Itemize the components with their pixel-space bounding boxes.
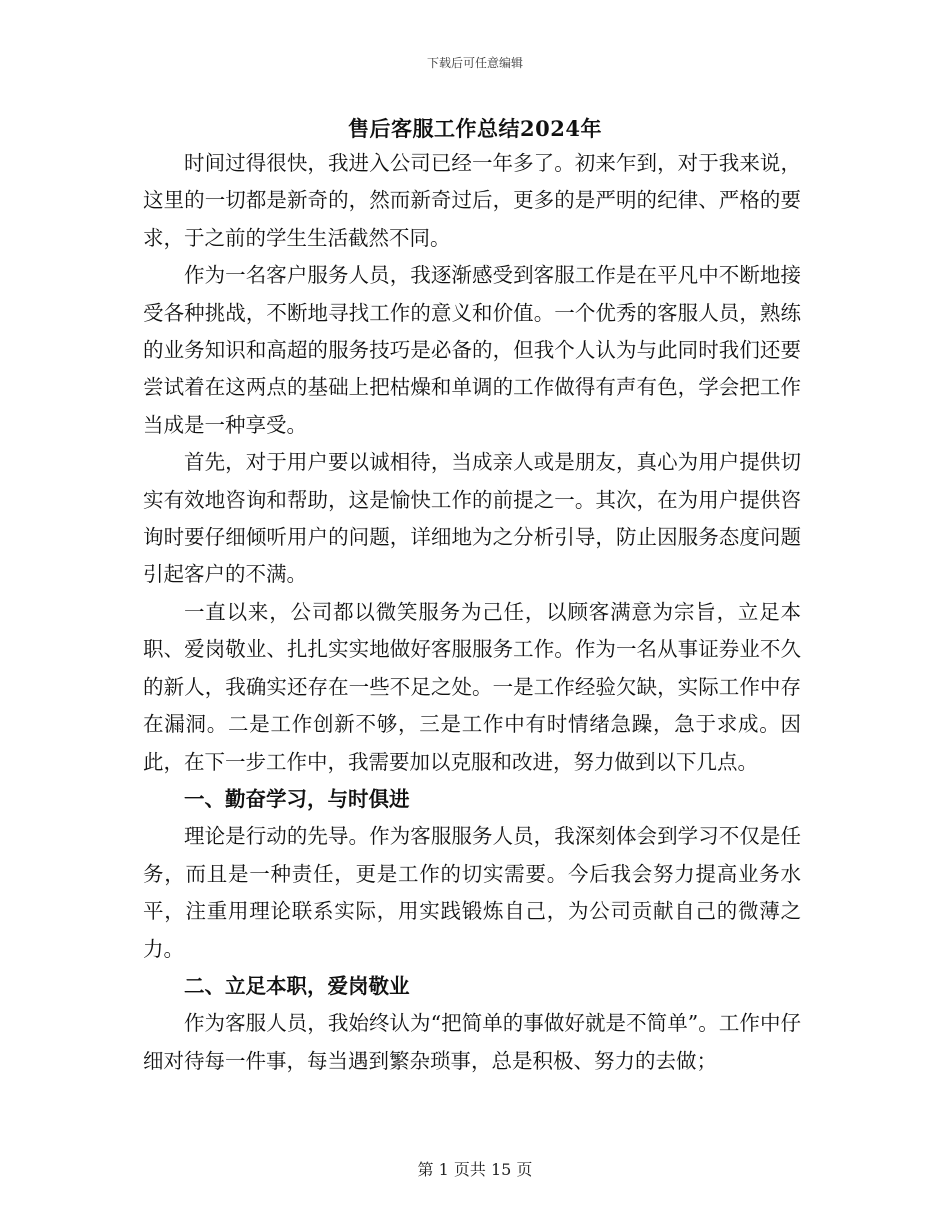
document-title: 售后客服工作总结2024年 bbox=[348, 116, 602, 141]
section-paragraph: 理论是行动的先导。作为客服服务人员，我深刻体会到学习不仅是任务，而且是一种责任，更是工作的切实需要。今后我会努力提高业务水平，注重用理论联系实际，用实践锻炼自己，为公司贡献自己的微薄之力。 bbox=[143, 824, 801, 961]
section-paragraph: 作为客服人员，我始终认为“把简单的事做好就是不简单”。工作中仔细对待每一件事，每当遇到繁杂琐事，总是积极、努力的去做； bbox=[143, 1011, 801, 1073]
body-paragraph: 作为一名客户服务人员，我逐渐感受到客服工作是在平凡中不断地接受各种挑战，不断地寻找工作的意义和价值。一个优秀的客服人员，熟练的业务知识和高超的服务技巧是必备的，但我个人认为与此同时我们还要尝试着在这两点的基础上把枯燥和单调的工作做得有声有色，学会把工作当成是一种享受。 bbox=[143, 263, 801, 437]
section-heading: 二、立足本职，爱岗敬业 bbox=[184, 973, 410, 998]
section-heading: 一、勤奋学习，与时俱进 bbox=[184, 786, 410, 811]
header-note: 下载后可任意编辑 bbox=[426, 56, 523, 70]
page-number-footer: 第 1 页共 15 页 bbox=[417, 1160, 533, 1179]
document-body bbox=[143, 145, 801, 1080]
body-paragraph: 一直以来，公司都以微笑服务为己任，以顾客满意为宗旨，立足本职、爱岗敬业、扎扎实实地做好客服服务工作。作为一名从事证券业不久的新人，我确实还存在一些不足之处。一是工作经验欠缺，实际工作中存在漏洞。二是工作创新不够，三是工作中有时情绪急躁，急于求成。因此，在下一步工作中，我需要加以克服和改进，努力做到以下几点。 bbox=[143, 599, 801, 774]
body-paragraph: 首先，对于用户要以诚相待，当成亲人或是朋友，真心为用户提供切实有效地咨询和帮助，这是愉快工作的前提之一。其次，在为用户提供咨询时要仔细倾听用户的问题，详细地为之分析引导，防止因服务态度问题引起客户的不满。 bbox=[143, 450, 801, 587]
body-paragraph: 时间过得很快，我进入公司已经一年多了。初来乍到，对于我来说，这里的一切都是新奇的，然而新奇过后，更多的是严明的纪律、严格的要求，于之前的学生生活截然不同。 bbox=[143, 151, 801, 250]
